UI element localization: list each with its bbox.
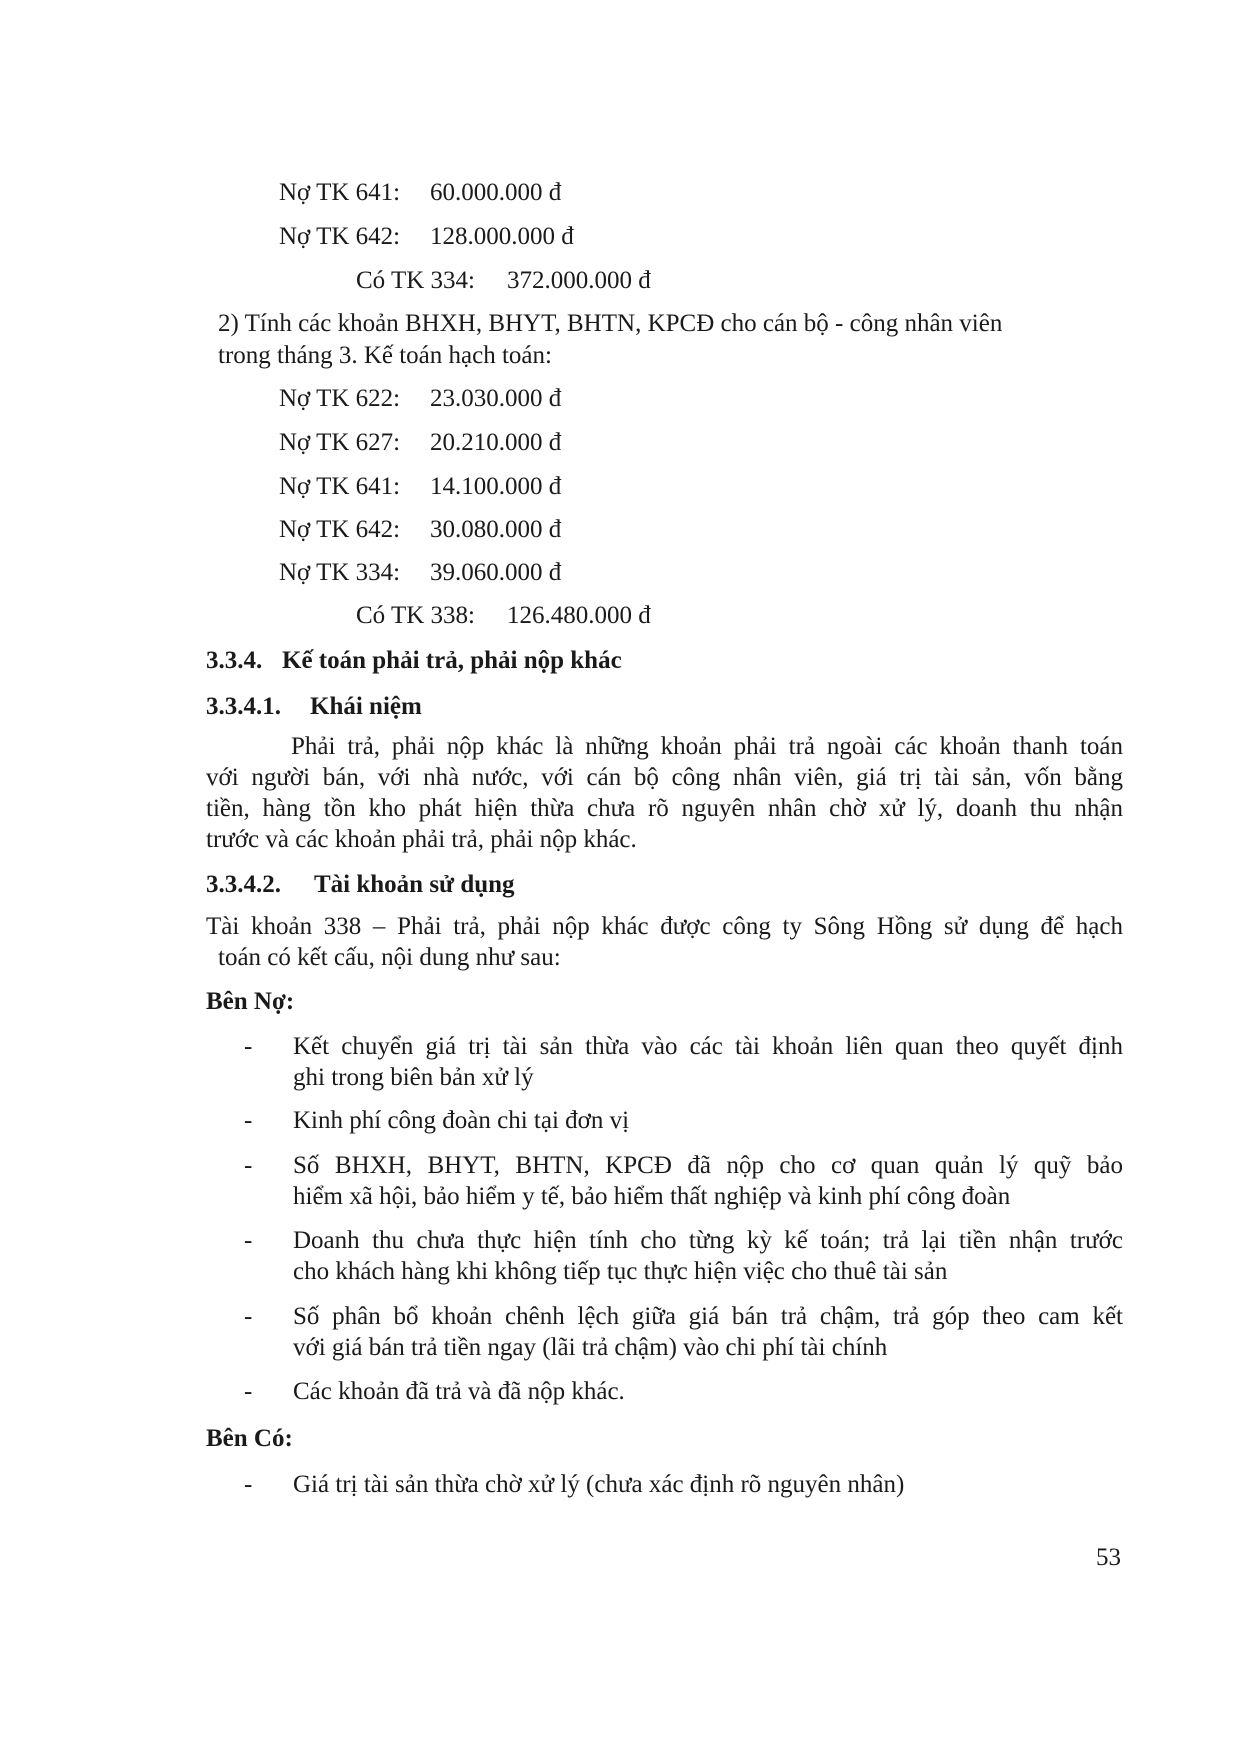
- entry-account: Nợ TK 642:: [279, 223, 401, 250]
- entry-account: Nợ TK 642:: [279, 516, 401, 543]
- bullet-dash: -: [244, 1152, 253, 1179]
- paragraph-line: trước và các khoản phải trả, phải nộp khác.: [206, 826, 637, 853]
- paragraph-line: với người bán, với nhà nước, với cán bộ công nhân viên, giá trị tài sản, vốn bằng: [206, 764, 1123, 791]
- journal-entry: [279, 428, 561, 458]
- entry-amount: 128.000.000 đ: [430, 223, 574, 250]
- paragraph-line: tiền, hàng tồn kho phát hiện thừa chưa rõ nguyên nhân chờ xử lý, doanh thu nhận: [206, 795, 1123, 822]
- bullet-dash: -: [244, 1303, 253, 1330]
- bullet-dash: -: [244, 1378, 253, 1405]
- entry-account: Nợ TK 641:: [279, 179, 401, 206]
- credit-heading: Bên Có:: [206, 1425, 293, 1452]
- subsection-heading: [206, 870, 515, 900]
- list-item-line: Giá trị tài sản thừa chờ xử lý (chưa xác định rõ nguyên nhân): [293, 1471, 905, 1498]
- subsection-title: Khái niệm: [310, 693, 422, 720]
- entry-account: Nợ TK 641:: [279, 473, 401, 500]
- bullet-dash: -: [244, 1033, 253, 1060]
- list-item-line: Kết chuyển giá trị tài sản thừa vào các tài khoản liên quan theo quyết định: [293, 1033, 1123, 1060]
- list-item-line: với giá bán trả tiền ngay (lãi trả chậm) vào chi phí tài chính: [293, 1334, 888, 1361]
- entry-amount: 30.080.000 đ: [430, 516, 562, 543]
- paragraph-line: 2) Tính các khoản BHXH, BHYT, BHTN, KPCĐ cho cán bộ - công nhân viên: [218, 310, 1003, 337]
- entry-account: Có TK 334:: [356, 267, 475, 294]
- entry-account: Nợ TK 334:: [279, 559, 401, 586]
- section-number: 3.3.4.: [206, 647, 263, 674]
- entry-amount: 39.060.000 đ: [430, 559, 562, 586]
- subsection-heading: [206, 692, 422, 722]
- journal-entry: [279, 384, 561, 414]
- subsection-number: 3.3.4.1.: [206, 693, 281, 720]
- list-item-line: Kinh phí công đoàn chi tại đơn vị: [293, 1107, 630, 1134]
- list-item-line: ghi trong biên bản xử lý: [293, 1064, 534, 1091]
- list-item-line: Các khoản đã trả và đã nộp khác.: [293, 1378, 625, 1405]
- list-item-line: cho khách hàng khi không tiếp tục thực hiện việc cho thuê tài sản: [293, 1258, 948, 1285]
- entry-amount: 23.030.000 đ: [430, 385, 562, 412]
- entry-amount: 126.480.000 đ: [507, 602, 651, 629]
- page-number: 53: [1096, 1544, 1121, 1571]
- bullet-dash: -: [244, 1107, 253, 1134]
- entry-amount: 60.000.000 đ: [430, 179, 562, 206]
- debit-heading: Bên Nợ:: [206, 988, 295, 1015]
- entry-account: Có TK 338:: [356, 602, 475, 629]
- paragraph-line: Tài khoản 338 – Phải trả, phải nộp khác được công ty Sông Hồng sử dụng để hạch: [206, 913, 1123, 940]
- entry-account: Nợ TK 627:: [279, 429, 401, 456]
- journal-entry: [279, 558, 561, 588]
- bullet-dash: -: [244, 1471, 253, 1498]
- paragraph-line: toán có kết cấu, nội dung như sau:: [218, 944, 561, 971]
- credit-entry: [356, 601, 651, 631]
- journal-entry: [279, 472, 561, 502]
- journal-entry: [279, 178, 561, 208]
- list-item-line: Số BHXH, BHYT, BHTN, KPCĐ đã nộp cho cơ quan quản lý quỹ bảo: [293, 1152, 1123, 1179]
- entry-amount: 372.000.000 đ: [507, 267, 651, 294]
- credit-entry: [356, 266, 651, 296]
- section-title: Kế toán phải trả, phải nộp khác: [282, 647, 622, 674]
- section-heading: [206, 646, 622, 676]
- list-item-line: Số phân bổ khoản chênh lệch giữa giá bán trả chậm, trả góp theo cam kết: [293, 1303, 1123, 1330]
- entry-amount: 20.210.000 đ: [430, 429, 562, 456]
- list-item-line: Doanh thu chưa thực hiện tính cho từng kỳ kế toán; trả lại tiền nhận trước: [293, 1227, 1123, 1254]
- paragraph-line: trong tháng 3. Kế toán hạch toán:: [218, 342, 552, 369]
- journal-entry: [279, 515, 561, 545]
- subsection-number: 3.3.4.2.: [206, 871, 281, 898]
- list-item-line: hiểm xã hội, bảo hiểm y tế, bảo hiểm thất nghiệp và kinh phí công đoàn: [293, 1183, 1011, 1210]
- paragraph-line: Phải trả, phải nộp khác là những khoản phải trả ngoài các khoản thanh toán: [291, 733, 1123, 760]
- subsection-title: Tài khoản sử dụng: [314, 871, 515, 898]
- entry-account: Nợ TK 622:: [279, 385, 401, 412]
- bullet-dash: -: [244, 1227, 253, 1254]
- journal-entry: [279, 222, 574, 252]
- entry-amount: 14.100.000 đ: [430, 473, 562, 500]
